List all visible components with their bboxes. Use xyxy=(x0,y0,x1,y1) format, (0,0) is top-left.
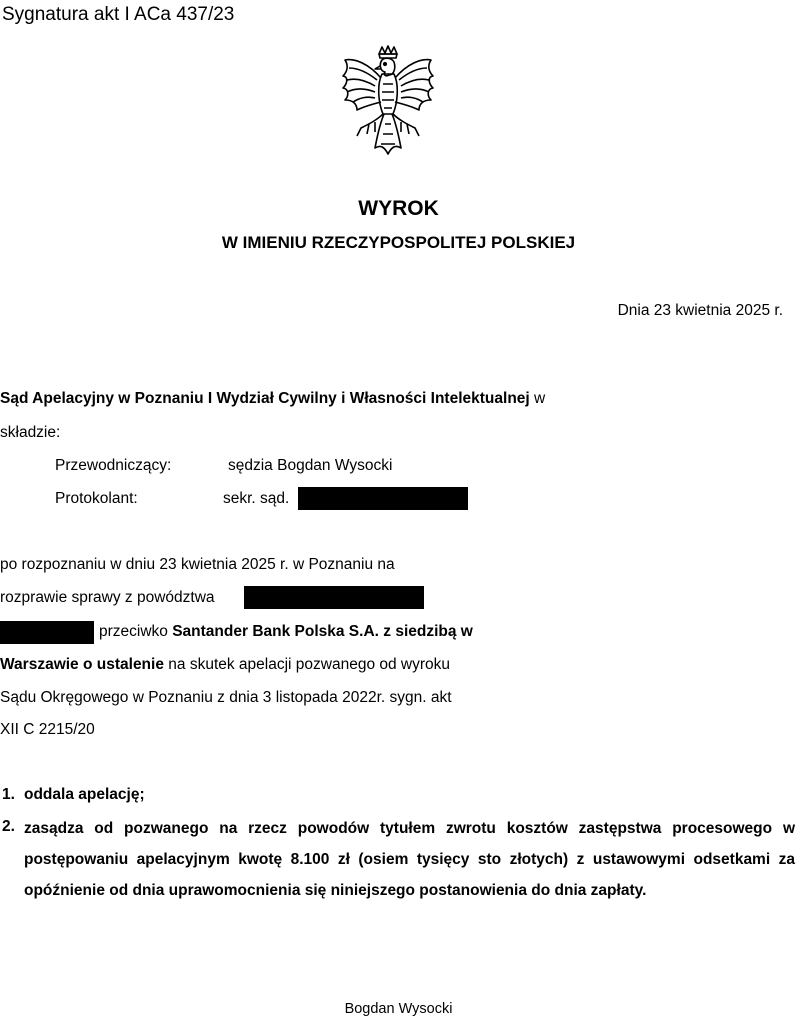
redaction-plaintiff-1 xyxy=(244,586,424,609)
signatory-name: Bogdan Wysocki xyxy=(344,1001,453,1017)
judgment-date: Dnia 23 kwietnia 2025 r. xyxy=(617,302,783,319)
ruling-1-number: 1. xyxy=(2,786,15,803)
ruling-2-text: zasądza od pozwanego na rzecz powodów tytułem zwrotu kosztów zastępstwa procesowego w postępowaniu apelacyjnym kwotę 8.100 zł (osiem tysięcy sto złotych) z ustawowymi odsetkami za opóźnienie od dnia uprawomocnienia się niniejszego postanowienia do dnia zapłaty. xyxy=(24,820,795,899)
case-line-6: XII C 2215/20 xyxy=(0,721,95,738)
case-line-3-bold: Santander Bank Polska S.A. z siedzibą w xyxy=(172,623,473,640)
case-line-4 xyxy=(0,656,450,674)
court-name: Sąd Apelacyjny w Poznaniu I Wydział Cywilny i Własności Intelektualnej xyxy=(0,390,530,407)
case-line-4-plain: na skutek apelacji pozwanego od wyroku xyxy=(163,656,451,673)
ruling-2-number: 2. xyxy=(2,818,15,835)
ruling-1-text: oddala apelację; xyxy=(24,786,145,803)
clerk-label: Protokolant: xyxy=(55,490,138,507)
case-line-3 xyxy=(99,623,473,641)
redaction-plaintiff-2 xyxy=(0,621,94,644)
redaction-clerk xyxy=(298,487,468,510)
document-title: WYROK xyxy=(358,197,439,220)
clerk-value: sekr. sąd. xyxy=(223,490,290,507)
case-line-5: Sądu Okręgowego w Poznaniu z dnia 3 listopada 2022r. sygn. akt xyxy=(0,689,452,706)
case-line-3-plain: przeciwko xyxy=(99,623,173,640)
case-line-2: rozprawie sprawy z powództwa xyxy=(0,589,215,606)
case-line-4-bold: Warszawie o ustalenie xyxy=(0,656,164,673)
court-after: w xyxy=(529,390,546,407)
presiding-value: sędzia Bogdan Wysocki xyxy=(228,457,393,474)
polish-eagle-emblem xyxy=(339,44,437,158)
document-subtitle: W IMIENIU RZECZYPOSPOLITEJ POLSKIEJ xyxy=(221,233,576,252)
case-line-1: po rozpoznaniu w dniu 23 kwietnia 2025 r. w Poznaniu na xyxy=(0,556,395,573)
case-signature: Sygnatura akt I ACa 437/23 xyxy=(2,4,235,25)
court-line xyxy=(0,390,545,408)
composition-label: składzie: xyxy=(0,424,61,441)
presiding-label: Przewodniczący: xyxy=(55,457,172,474)
